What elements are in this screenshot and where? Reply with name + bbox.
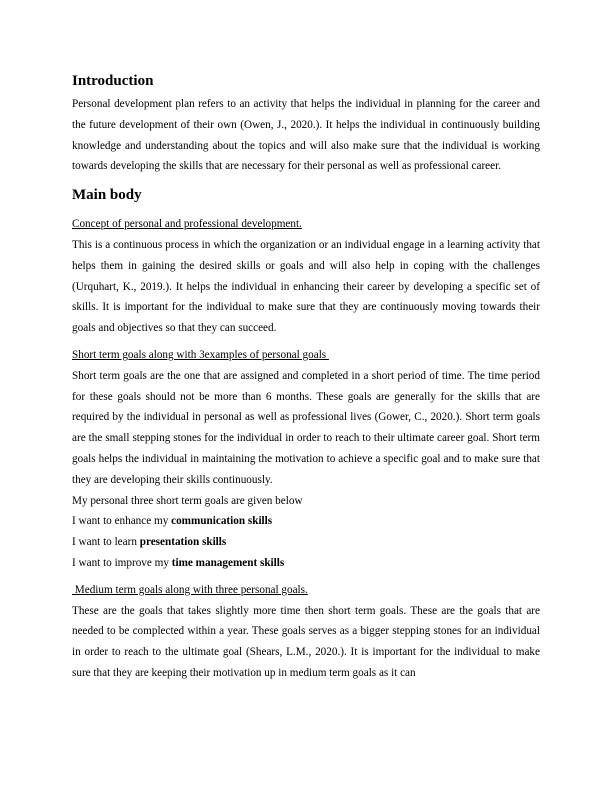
- introduction-heading: Introduction: [72, 73, 154, 89]
- goal-item: [72, 511, 540, 532]
- short-term-subheading: Short term goals along with 3examples of personal goals: [72, 348, 329, 361]
- concept-subheading: Concept of personal and professional development.: [72, 218, 302, 231]
- medium-term-paragraph: These are the goals that takes slightly more time then short term goals. These are the goals that are needed to be complected within a year. These goals serves as a bigger stepping stones for an individual in order to reach to the ultimate goal (Shears, L.M., 2020.). It is important for the individual to make sure that they are keeping their motivation up in medium term goals as it can: [72, 604, 540, 679]
- medium-term-subheading: Medium term goals along with three personal goals.: [72, 583, 308, 596]
- concept-paragraph: This is a continuous process in which the organization or an individual engage in a learning activity that helps them in gaining the desired skills or goals and will also help in coping with the challenges (Urquhart, K., 2019.). It helps the individual in enhancing their career by developing a specific set of skills. It is important for the individual to make sure that they are continuously moving towards their goals and objectives so that they can succeed.: [72, 238, 540, 335]
- introduction-paragraph: Personal development plan refers to an activity that helps the individual in planning for the career and the future development of their own (Owen, J., 2020.). It helps the individual in continuously building knowledge and understanding about the topics and will also make sure that the individual is working towards developing the skills that are necessary for their personal as well as professional career.: [72, 98, 540, 173]
- document-content: [72, 72, 540, 684]
- main-body-heading: Main body: [72, 187, 142, 204]
- goal-item: [72, 532, 540, 553]
- goal-prefix: I want to learn: [72, 536, 140, 549]
- goal-prefix: I want to enhance my: [72, 515, 172, 528]
- short-term-paragraph: Short term goals are the one that are assigned and completed in a short period of time. The time period for these goals should not be more than 6 months. These goals are generally for the skills that are required by the individual in personal as well as professional lives (Gower, C., 2020.). Short term goals are the small stepping stones for the individual in order to reach to their ultimate career goal. Short term goals helps the individual in maintaining the motivation to achieve a specific goal and to make sure that they are developing their skills continuously.: [72, 369, 540, 486]
- short-term-intro-line: My personal three short term goals are given below: [72, 494, 303, 507]
- goal-prefix: I want to improve my: [72, 556, 172, 569]
- goal-skill: time management skills: [171, 556, 285, 569]
- goal-skill: communication skills: [171, 515, 273, 528]
- goal-item: [72, 553, 540, 574]
- goal-skill: presentation skills: [139, 536, 227, 549]
